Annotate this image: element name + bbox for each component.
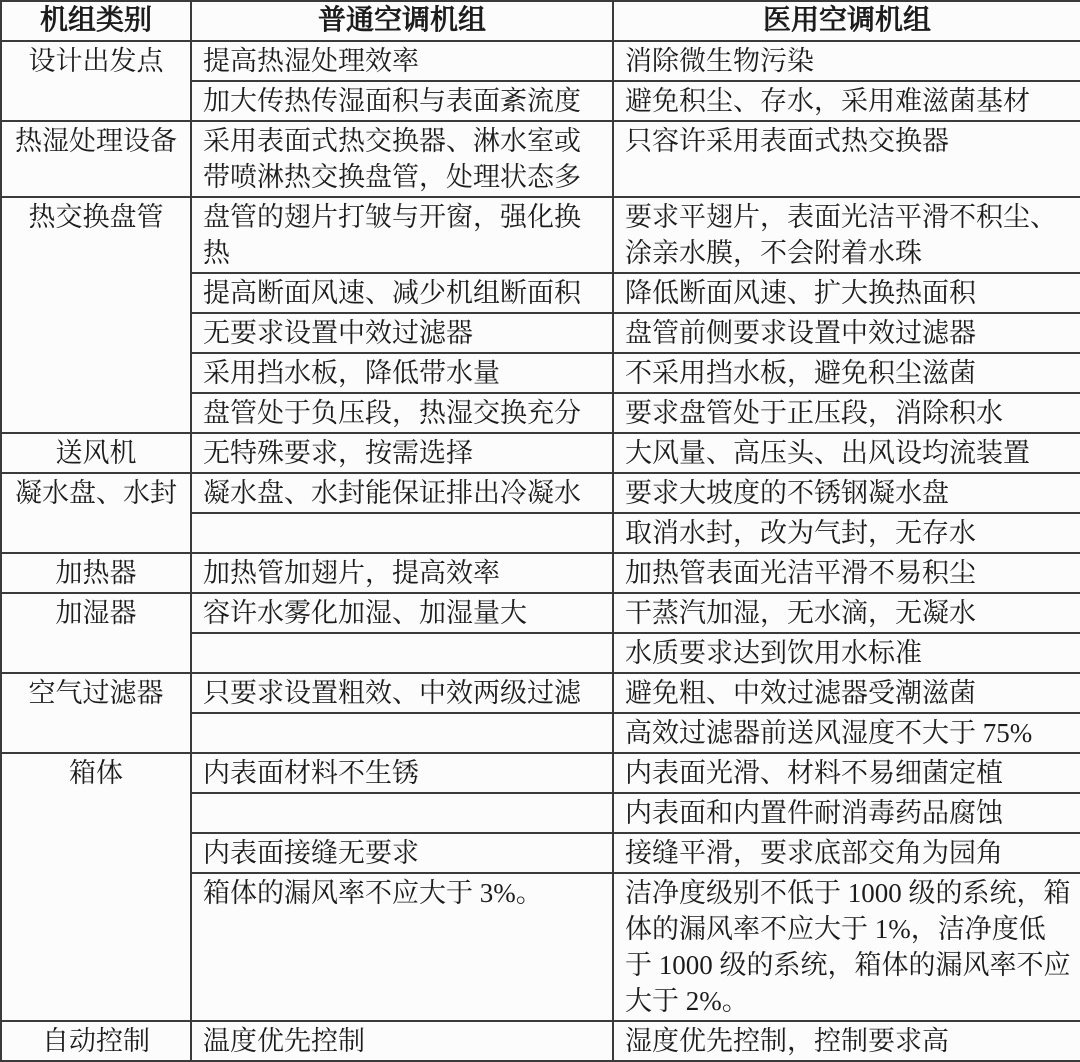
header-ordinary-unit: 普通空调机组 <box>191 1 613 41</box>
ordinary-cell-empty <box>191 513 613 553</box>
ordinary-cell: 内表面接缝无要求 <box>191 833 613 873</box>
medical-cell: 取消水封，改为气封，无存水 <box>613 513 1080 553</box>
category-cell: 箱体 <box>1 753 191 1021</box>
ordinary-cell: 箱体的漏风率不应大于 3%。 <box>191 873 613 1021</box>
category-cell: 热湿处理设备 <box>1 121 191 197</box>
table-row <box>1 433 1080 473</box>
ordinary-cell: 采用挡水板，降低带水量 <box>191 353 613 393</box>
ordinary-cell: 温度优先控制 <box>191 1021 613 1061</box>
category-cell: 自动控制 <box>1 1021 191 1061</box>
ordinary-cell: 加大传热传湿面积与表面紊流度 <box>191 81 613 121</box>
medical-cell: 内表面光滑、材料不易细菌定植 <box>613 753 1080 793</box>
medical-cell: 要求平翅片，表面光洁平滑不积尘、涂亲水膜，不会附着水珠 <box>613 197 1080 273</box>
medical-cell: 水质要求达到饮用水标准 <box>613 633 1080 673</box>
category-cell: 送风机 <box>1 433 191 473</box>
ordinary-cell: 提高热湿处理效率 <box>191 41 613 81</box>
ordinary-cell: 容许水雾化加湿、加湿量大 <box>191 593 613 633</box>
medical-cell: 消除微生物污染 <box>613 41 1080 81</box>
medical-cell: 要求盘管处于正压段，消除积水 <box>613 393 1080 433</box>
medical-cell: 内表面和内置件耐消毒药品腐蚀 <box>613 793 1080 833</box>
ordinary-cell: 凝水盘、水封能保证排出冷凝水 <box>191 473 613 513</box>
medical-cell: 洁净度级别不低于 1000 级的系统，箱体的漏风率不应大于 1%，洁净度低于 1000 级的系统，箱体的漏风率不应大于 2%。 <box>613 873 1080 1021</box>
category-cell: 空气过滤器 <box>1 673 191 753</box>
ordinary-cell-empty <box>191 793 613 833</box>
table-header <box>1 1 1080 41</box>
medical-cell: 高效过滤器前送风湿度不大于 75% <box>613 713 1080 753</box>
ordinary-cell: 只要求设置粗效、中效两级过滤 <box>191 673 613 713</box>
medical-cell: 不采用挡水板，避免积尘滋菌 <box>613 353 1080 393</box>
medical-cell: 只容许采用表面式热交换器 <box>613 121 1080 197</box>
ordinary-cell: 加热管加翅片，提高效率 <box>191 553 613 593</box>
table-row <box>1 673 1080 713</box>
table-row <box>1 121 1080 197</box>
category-cell: 加热器 <box>1 553 191 593</box>
medical-cell: 盘管前侧要求设置中效过滤器 <box>613 313 1080 353</box>
category-cell: 热交换盘管 <box>1 197 191 433</box>
table-row <box>1 41 1080 81</box>
medical-cell: 避免粗、中效过滤器受潮滋菌 <box>613 673 1080 713</box>
ordinary-cell-empty <box>191 633 613 673</box>
ordinary-cell: 无特殊要求，按需选择 <box>191 433 613 473</box>
header-row <box>1 1 1080 41</box>
medical-cell: 加热管表面光洁平滑不易积尘 <box>613 553 1080 593</box>
table-row <box>1 553 1080 593</box>
ordinary-cell: 盘管处于负压段，热湿交换充分 <box>191 393 613 433</box>
ordinary-cell-empty <box>191 713 613 753</box>
category-cell: 设计出发点 <box>1 41 191 121</box>
ordinary-cell: 采用表面式热交换器、淋水室或带喷淋热交换盘管，处理状态多 <box>191 121 613 197</box>
table-row <box>1 593 1080 633</box>
table-row <box>1 753 1080 793</box>
medical-cell: 降低断面风速、扩大换热面积 <box>613 273 1080 313</box>
ordinary-cell: 盘管的翅片打皱与开窗，强化换热 <box>191 197 613 273</box>
medical-cell: 接缝平滑，要求底部交角为园角 <box>613 833 1080 873</box>
medical-cell: 要求大坡度的不锈钢凝水盘 <box>613 473 1080 513</box>
medical-cell: 大风量、高压头、出风设均流装置 <box>613 433 1080 473</box>
table-row <box>1 1021 1080 1061</box>
medical-cell: 干蒸汽加湿，无水滴，无凝水 <box>613 593 1080 633</box>
header-medical-unit: 医用空调机组 <box>613 1 1080 41</box>
table-row <box>1 473 1080 513</box>
medical-cell: 湿度优先控制，控制要求高 <box>613 1021 1080 1061</box>
ordinary-cell: 内表面材料不生锈 <box>191 753 613 793</box>
header-category: 机组类别 <box>1 1 191 41</box>
medical-cell: 避免积尘、存水，采用难滋菌基材 <box>613 81 1080 121</box>
category-cell: 加湿器 <box>1 593 191 673</box>
ordinary-cell: 提高断面风速、减少机组断面积 <box>191 273 613 313</box>
category-cell: 凝水盘、水封 <box>1 473 191 553</box>
ordinary-cell: 无要求设置中效过滤器 <box>191 313 613 353</box>
table-row <box>1 197 1080 273</box>
